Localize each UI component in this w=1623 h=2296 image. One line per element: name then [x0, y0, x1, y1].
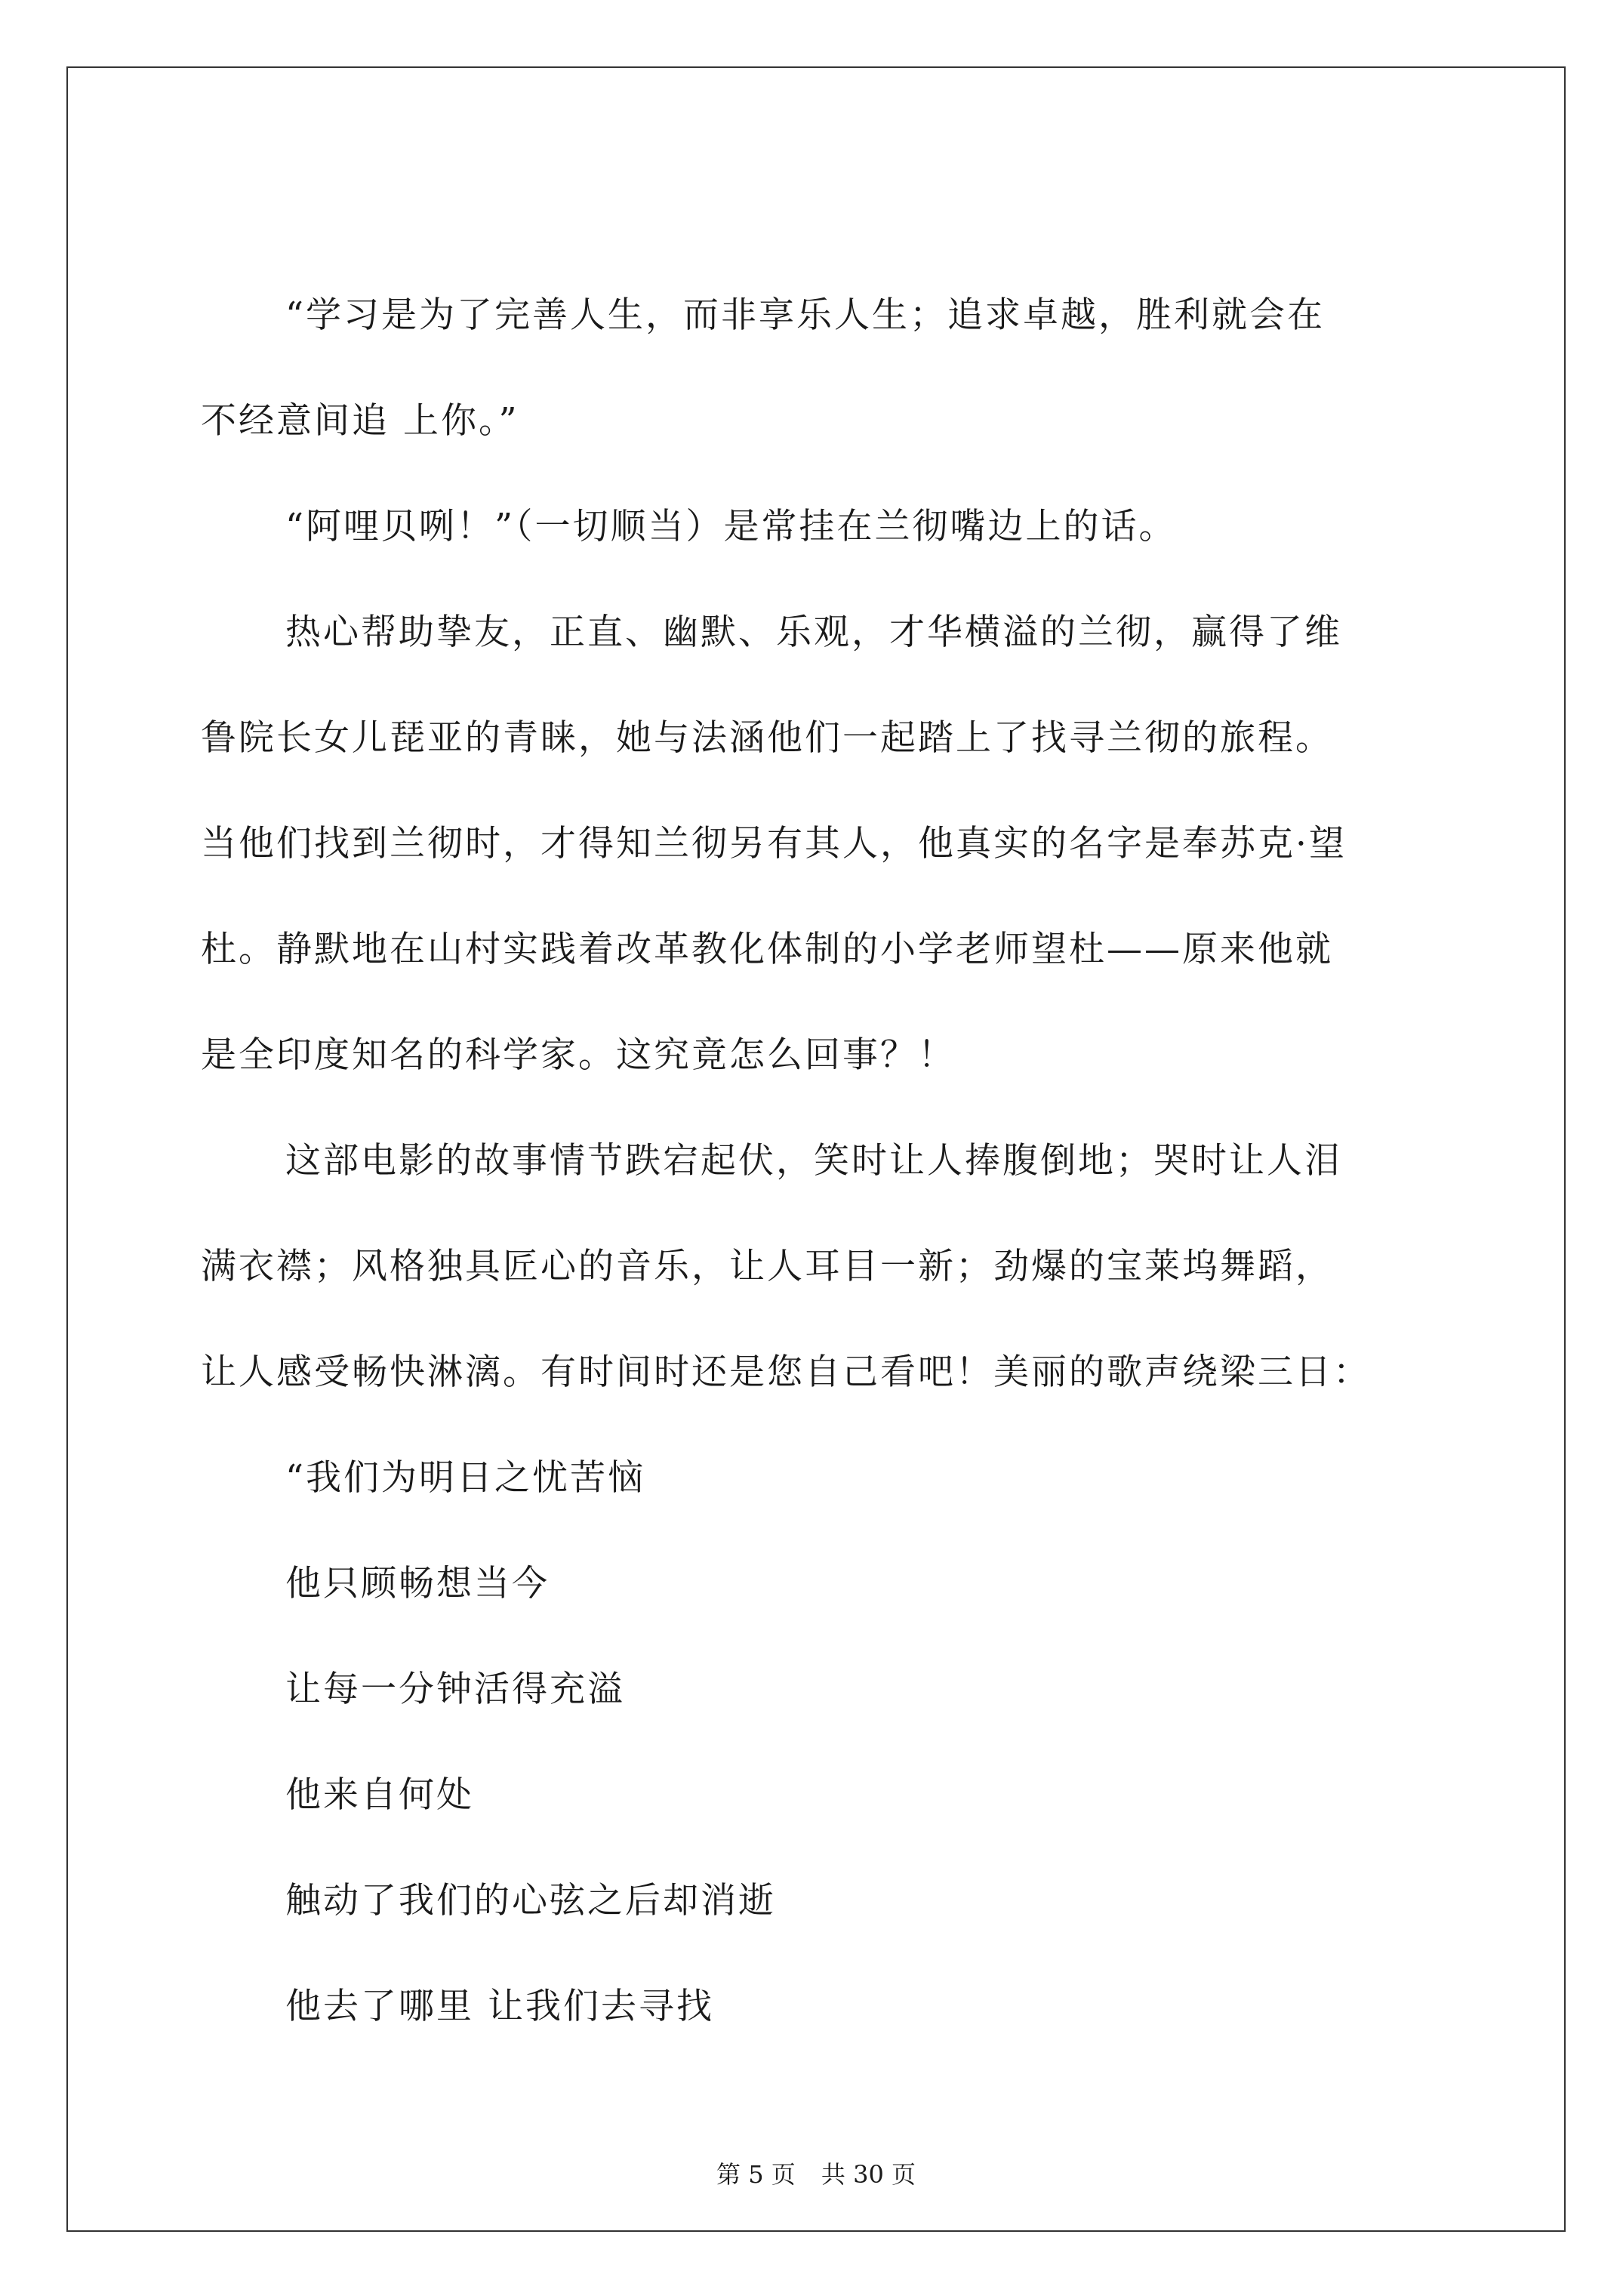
- text-line: 是全印度知名的科学家。这究竟怎么回事？！: [201, 1034, 956, 1076]
- text-line: 让人感受畅快淋漓。有时间时还是您自己看吧！美丽的歌声绕梁三日：: [201, 1351, 1371, 1393]
- page-total: 共 30 页: [821, 2160, 916, 2189]
- text-line: 当他们找到兰彻时，才得知兰彻另有其人，他真实的名字是奉苏克·望: [201, 823, 1347, 864]
- lyric-line: 让每一分钟活得充溢: [285, 1669, 625, 1710]
- text-line: “学习是为了完善人生，而非享乐人生；追求卓越，胜利就会在: [285, 294, 1326, 336]
- text-line: “阿哩贝咧！”（一切顺当）是常挂在兰彻嘴边上的话。: [285, 506, 1177, 547]
- text-line: 这部电影的故事情节跌宕起伏，笑时让人捧腹倒地；哭时让人泪: [285, 1140, 1342, 1182]
- lyric-line: 触动了我们的心弦之后却消逝: [285, 1880, 776, 1922]
- text-line: 热心帮助挚友，正直、幽默、乐观，才华横溢的兰彻，赢得了维: [285, 612, 1342, 653]
- page-frame: [66, 66, 1566, 2232]
- lyric-line: “我们为明日之忧苦恼: [285, 1457, 646, 1499]
- text-line: 鲁院长女儿琵亚的青睐，她与法涵他们一起踏上了找寻兰彻的旅程。: [201, 717, 1333, 759]
- lyric-line: 他来自何处: [285, 1774, 474, 1816]
- page-number: 第 5 页: [716, 2160, 796, 2189]
- page-footer: [68, 2159, 1564, 2190]
- text-line: 满衣襟；风格独具匠心的音乐，让人耳目一新；劲爆的宝莱坞舞蹈，: [201, 1246, 1333, 1287]
- lyric-line: 他去了哪里 让我们去寻找: [285, 1986, 714, 2027]
- text-line: 不经意间追 上你。”: [201, 400, 519, 442]
- text-line: 杜。静默地在山村实践着改革教化体制的小学老师望杜——原来他就: [201, 929, 1333, 970]
- lyric-line: 他只顾畅想当今: [285, 1563, 550, 1604]
